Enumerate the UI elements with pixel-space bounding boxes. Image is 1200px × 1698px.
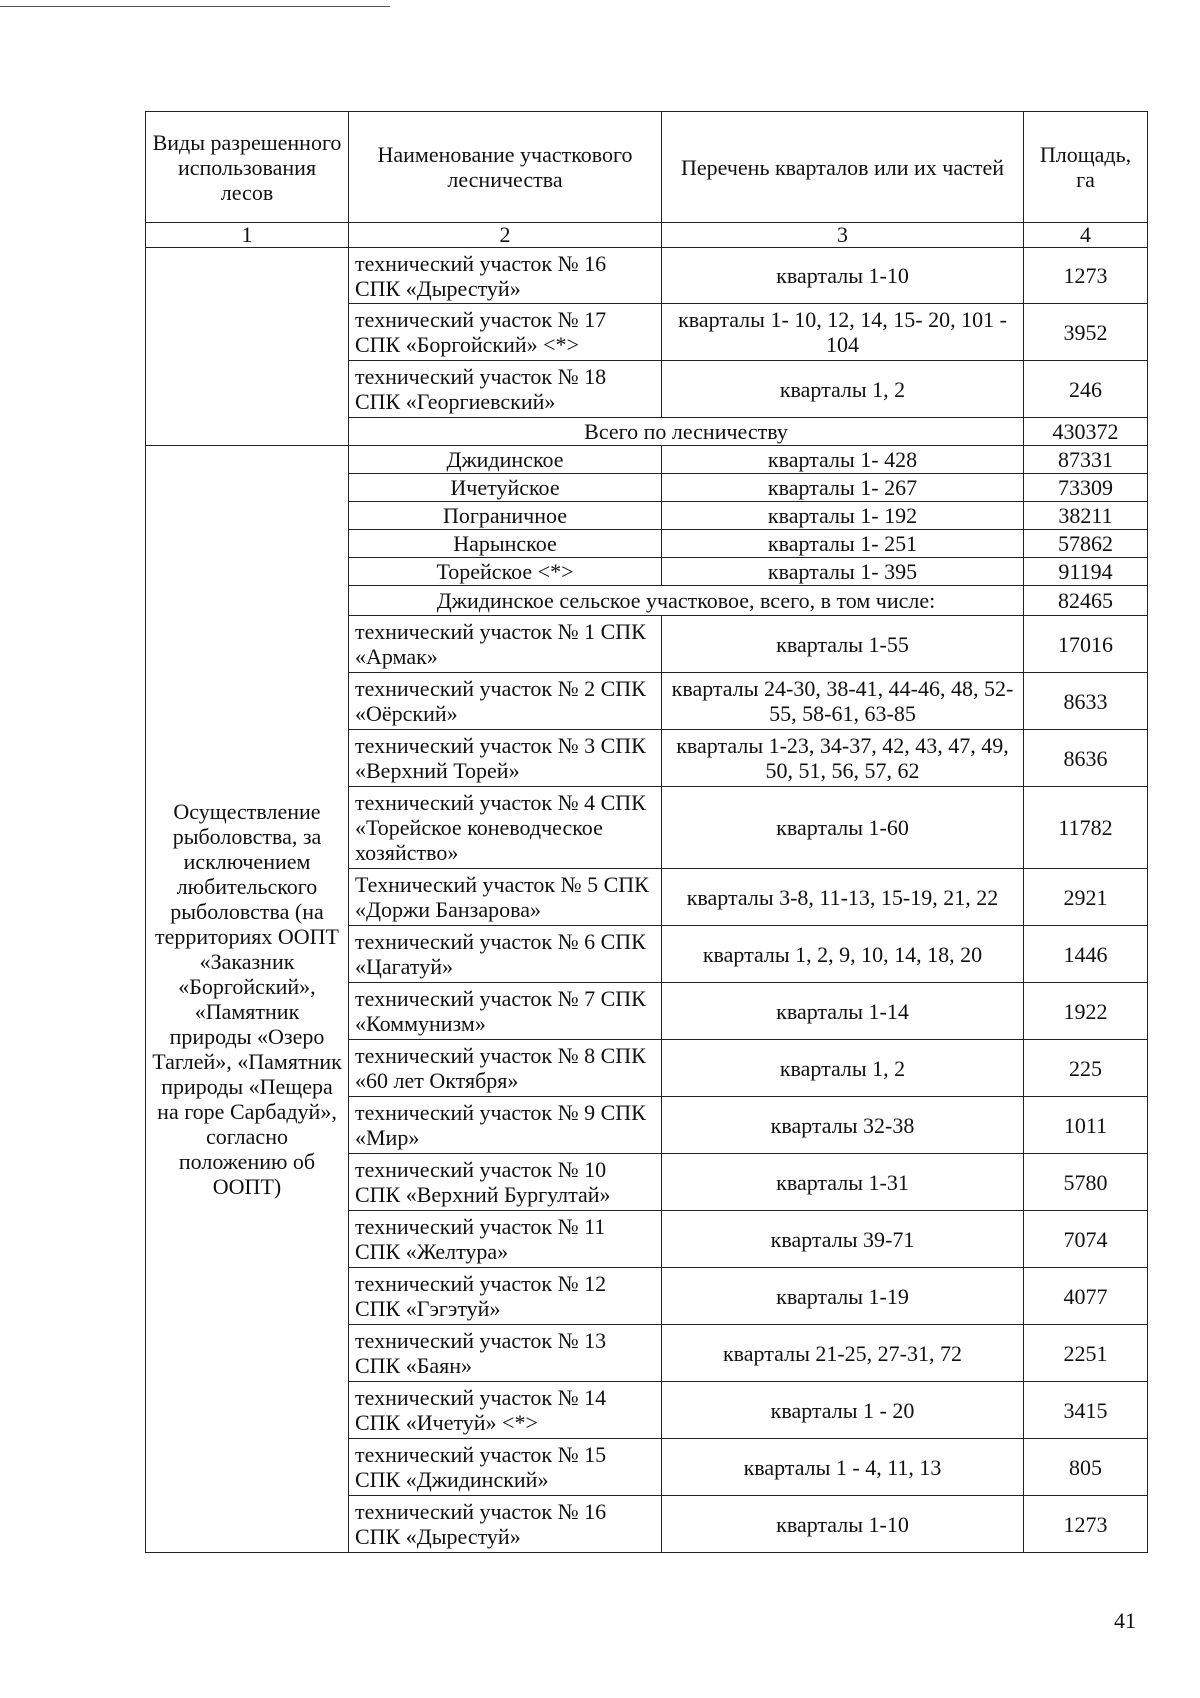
area: 3952 — [1024, 304, 1148, 361]
forestry-name: Джидинское — [349, 446, 662, 474]
area: 1011 — [1024, 1097, 1148, 1154]
area: 2921 — [1024, 869, 1148, 926]
forestry-name: Ичетуйское — [349, 474, 662, 502]
site-name: технический участок № 14 СПК «Ичетуй» <*> — [349, 1382, 662, 1439]
site-row — [146, 248, 1148, 304]
column-number: 1 — [146, 223, 349, 248]
subtotal-area: 82465 — [1024, 586, 1148, 616]
quarters: кварталы 1- 267 — [662, 474, 1024, 502]
header-col-use-type: Виды разрешенного использования лесов — [146, 112, 349, 223]
column-number: 4 — [1024, 223, 1148, 248]
quarters: кварталы 1- 10, 12, 14, 15- 20, 101 - 104 — [662, 304, 1024, 361]
quarters: кварталы 1- 251 — [662, 530, 1024, 558]
quarters: кварталы 1 - 20 — [662, 1382, 1024, 1439]
quarters: кварталы 1, 2 — [662, 1040, 1024, 1097]
area: 1922 — [1024, 983, 1148, 1040]
column-number-row — [146, 223, 1148, 248]
forestry-row — [146, 446, 1148, 474]
quarters: кварталы 1-14 — [662, 983, 1024, 1040]
area: 87331 — [1024, 446, 1148, 474]
header-row — [146, 112, 1148, 223]
quarters: кварталы 24-30, 38-41, 44-46, 48, 52-55, 58-61, 63-85 — [662, 673, 1024, 730]
quarters: кварталы 1-19 — [662, 1268, 1024, 1325]
area: 805 — [1024, 1439, 1148, 1496]
quarters: кварталы 1- 395 — [662, 558, 1024, 586]
column-number: 2 — [349, 223, 662, 248]
area: 246 — [1024, 361, 1148, 418]
column-number: 3 — [662, 223, 1024, 248]
area: 8636 — [1024, 730, 1148, 787]
site-name: технический участок № 6 СПК «Цагатуй» — [349, 926, 662, 983]
forest-use-table — [145, 111, 1148, 1553]
header-col-quarters: Перечень кварталов или их частей — [662, 112, 1024, 223]
site-name: технический участок № 9 СПК «Мир» — [349, 1097, 662, 1154]
site-name: технический участок № 11 СПК «Желтура» — [349, 1211, 662, 1268]
site-name: технический участок № 12 СПК «Гэгэтуй» — [349, 1268, 662, 1325]
area: 57862 — [1024, 530, 1148, 558]
quarters: кварталы 39-71 — [662, 1211, 1024, 1268]
area: 225 — [1024, 1040, 1148, 1097]
site-name: Технический участок № 5 СПК «Доржи Банзарова» — [349, 869, 662, 926]
use-type-cell-empty — [146, 248, 349, 446]
area: 5780 — [1024, 1154, 1148, 1211]
site-name: технический участок № 16 СПК «Дырестуй» — [349, 248, 662, 304]
site-name: технический участок № 15 СПК «Джидинский» — [349, 1439, 662, 1496]
total-label: Всего по лесничеству — [349, 418, 1024, 446]
site-name: технический участок № 4 СПК «Торейское коневодческое хозяйство» — [349, 787, 662, 869]
area: 73309 — [1024, 474, 1148, 502]
area: 1446 — [1024, 926, 1148, 983]
area: 17016 — [1024, 616, 1148, 673]
site-name: технический участок № 8 СПК «60 лет Октября» — [349, 1040, 662, 1097]
area: 1273 — [1024, 1496, 1148, 1553]
forestry-name: Нарынское — [349, 530, 662, 558]
site-name: технический участок № 13 СПК «Баян» — [349, 1325, 662, 1382]
quarters: кварталы 1- 428 — [662, 446, 1024, 474]
total-area: 430372 — [1024, 418, 1148, 446]
site-name: технический участок № 10 СПК «Верхний Бургултай» — [349, 1154, 662, 1211]
quarters: кварталы 21-25, 27-31, 72 — [662, 1325, 1024, 1382]
quarters: кварталы 1-60 — [662, 787, 1024, 869]
header-col-area: Площадь, га — [1024, 112, 1148, 223]
quarters: кварталы 1, 2, 9, 10, 14, 18, 20 — [662, 926, 1024, 983]
area: 7074 — [1024, 1211, 1148, 1268]
site-name: технический участок № 7 СПК «Коммунизм» — [349, 983, 662, 1040]
header-col-forestry-name: Наименование участкового лесничества — [349, 112, 662, 223]
site-name: технический участок № 18 СПК «Георгиевский» — [349, 361, 662, 418]
site-name: технический участок № 1 СПК «Армак» — [349, 616, 662, 673]
forestry-name: Торейское <*> — [349, 558, 662, 586]
quarters: кварталы 1- 192 — [662, 502, 1024, 530]
area: 11782 — [1024, 787, 1148, 869]
scan-top-line — [0, 6, 390, 7]
quarters: кварталы 3-8, 11-13, 15-19, 21, 22 — [662, 869, 1024, 926]
area: 91194 — [1024, 558, 1148, 586]
quarters: кварталы 1, 2 — [662, 361, 1024, 418]
site-name: технический участок № 17 СПК «Боргойский» <*> — [349, 304, 662, 361]
quarters: кварталы 1 - 4, 11, 13 — [662, 1439, 1024, 1496]
area: 4077 — [1024, 1268, 1148, 1325]
quarters: кварталы 1-55 — [662, 616, 1024, 673]
area: 8633 — [1024, 673, 1148, 730]
area: 2251 — [1024, 1325, 1148, 1382]
quarters: кварталы 1-23, 34-37, 42, 43, 47, 49, 50, 51, 56, 57, 62 — [662, 730, 1024, 787]
site-name: технический участок № 3 СПК «Верхний Торей» — [349, 730, 662, 787]
area: 3415 — [1024, 1382, 1148, 1439]
site-name: технический участок № 16 СПК «Дырестуй» — [349, 1496, 662, 1553]
area: 1273 — [1024, 248, 1148, 304]
quarters: кварталы 1-31 — [662, 1154, 1024, 1211]
forestry-name: Пограничное — [349, 502, 662, 530]
area: 38211 — [1024, 502, 1148, 530]
site-name: технический участок № 2 СПК «Оёрский» — [349, 673, 662, 730]
page-number: 41 — [1114, 1608, 1136, 1633]
quarters: кварталы 32-38 — [662, 1097, 1024, 1154]
use-type-category: Осуществление рыболовства, за исключением любительского рыболовства (на территориях ООПТ «Заказник «Боргойский», «Памятник природы «Озеро Таглей», «Памятник природы «Пещера на горе Сарбадуй», согласно положению об ООПТ) — [146, 446, 349, 1553]
subtotal-label: Джидинское сельское участковое, всего, в том числе: — [349, 586, 1024, 616]
quarters: кварталы 1-10 — [662, 1496, 1024, 1553]
quarters: кварталы 1-10 — [662, 248, 1024, 304]
